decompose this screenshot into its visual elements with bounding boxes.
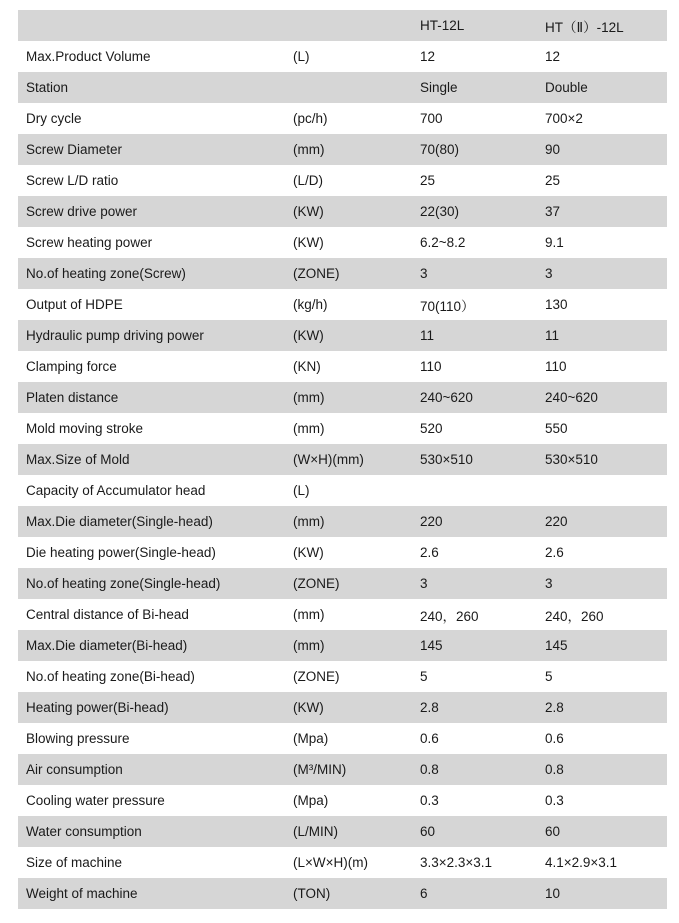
model-1-value-cell: 2.6 [420, 545, 439, 560]
unit-cell: (mm) [293, 607, 325, 622]
unit-cell: (mm) [293, 421, 325, 436]
unit-cell: (Mpa) [293, 793, 329, 808]
unit-cell: (L) [293, 483, 310, 498]
unit-cell: (mm) [293, 514, 325, 529]
parameter-cell: Capacity of Accumulator head [26, 483, 206, 498]
parameter-cell: Mold moving stroke [26, 421, 144, 436]
parameter-cell: Max.Die diameter(Single-head) [26, 514, 213, 529]
unit-cell: (KW) [293, 545, 324, 560]
model-1-value-cell: 240~620 [420, 390, 473, 405]
model-1-value-cell: 240，260 [420, 608, 479, 624]
table-row [18, 134, 667, 165]
table-row [18, 878, 667, 909]
header-model-2: HT（Ⅱ）-12L [545, 19, 624, 35]
model-2-value-cell: 10 [545, 886, 561, 901]
unit-cell: (ZONE) [293, 576, 340, 591]
spec-table [18, 10, 667, 909]
unit-cell: (W×H)(mm) [293, 452, 364, 467]
parameter-cell: Output of HDPE [26, 297, 123, 312]
table-row [18, 196, 667, 227]
model-1-value-cell: 520 [420, 421, 443, 436]
model-2-value-cell: 5 [545, 669, 553, 684]
table-row [18, 568, 667, 599]
model-2-value-cell: 25 [545, 173, 561, 188]
model-2-value-cell: 37 [545, 204, 561, 219]
table-row [18, 661, 667, 692]
model-1-value-cell: 3 [420, 576, 428, 591]
model-1-value-cell: 6.2~8.2 [420, 235, 466, 250]
model-1-value-cell: 530×510 [420, 452, 473, 467]
model-2-value-cell: 550 [545, 421, 568, 436]
model-2-value-cell: 530×510 [545, 452, 598, 467]
table-row [18, 754, 667, 785]
parameter-cell: Air consumption [26, 762, 123, 777]
unit-cell: (L) [293, 49, 310, 64]
unit-cell: (KW) [293, 235, 324, 250]
parameter-cell: Central distance of Bi-head [26, 607, 189, 622]
parameter-cell: Weight of machine [26, 886, 138, 901]
parameter-cell: Platen distance [26, 390, 119, 405]
parameter-cell: No.of heating zone(Screw) [26, 266, 186, 281]
model-2-value-cell: 4.1×2.9×3.1 [545, 855, 618, 870]
parameter-cell: Size of machine [26, 855, 123, 870]
table-row [18, 258, 667, 289]
table-row [18, 165, 667, 196]
unit-cell: (pc/h) [293, 111, 328, 126]
table-row [18, 351, 667, 382]
table-row [18, 41, 667, 72]
table-row [18, 444, 667, 475]
unit-cell: (KW) [293, 328, 324, 343]
table-row [18, 227, 667, 258]
table-row [18, 630, 667, 661]
model-1-value-cell: 0.3 [420, 793, 439, 808]
table-row [18, 506, 667, 537]
parameter-cell: Max.Size of Mold [26, 452, 130, 467]
model-2-value-cell: 3 [545, 576, 553, 591]
model-2-value-cell: 700×2 [545, 111, 583, 126]
model-1-value-cell: 3.3×2.3×3.1 [420, 855, 493, 870]
unit-cell: (KN) [293, 359, 321, 374]
parameter-cell: Clamping force [26, 359, 117, 374]
table-row [18, 847, 667, 878]
table-header-row [18, 10, 667, 41]
unit-cell: (mm) [293, 638, 325, 653]
table-row [18, 723, 667, 754]
table-row [18, 692, 667, 723]
unit-cell: (ZONE) [293, 266, 340, 281]
unit-cell: (KW) [293, 700, 324, 715]
unit-cell: (M³/MIN) [293, 762, 347, 777]
model-2-value-cell: 2.8 [545, 700, 564, 715]
header-model-1: HT-12L [420, 18, 465, 33]
model-2-value-cell: 11 [545, 328, 560, 343]
model-1-value-cell: 220 [420, 514, 443, 529]
model-1-value-cell: 11 [420, 328, 435, 343]
table-row [18, 785, 667, 816]
model-1-value-cell: 110 [420, 359, 442, 374]
model-1-value-cell: 145 [420, 638, 443, 653]
parameter-cell: Dry cycle [26, 111, 82, 126]
model-2-value-cell: 240，260 [545, 608, 604, 624]
unit-cell: (KW) [293, 204, 324, 219]
parameter-cell: Max.Die diameter(Bi-head) [26, 638, 188, 653]
model-2-value-cell: 2.6 [545, 545, 564, 560]
model-1-value-cell: 3 [420, 266, 428, 281]
unit-cell: (L/MIN) [293, 824, 338, 839]
model-2-value-cell: 110 [545, 359, 567, 374]
model-1-value-cell: 70(110） [420, 298, 475, 314]
parameter-cell: Water consumption [26, 824, 142, 839]
model-1-value-cell: 60 [420, 824, 436, 839]
model-2-value-cell: 0.3 [545, 793, 564, 808]
table-row [18, 475, 667, 506]
parameter-cell: Hydraulic pump driving power [26, 328, 204, 343]
table-row [18, 382, 667, 413]
table-row [18, 413, 667, 444]
unit-cell: (mm) [293, 142, 325, 157]
model-1-value-cell: 25 [420, 173, 436, 188]
parameter-cell: No.of heating zone(Single-head) [26, 576, 221, 591]
parameter-cell: Screw L/D ratio [26, 173, 119, 188]
unit-cell: (Mpa) [293, 731, 329, 746]
unit-cell: (L×W×H)(m) [293, 855, 368, 870]
parameter-cell: Station [26, 80, 69, 95]
table-row [18, 320, 667, 351]
model-2-value-cell: 130 [545, 297, 568, 312]
parameter-cell: Screw drive power [26, 204, 138, 219]
unit-cell: (TON) [293, 886, 331, 901]
parameter-cell: Heating power(Bi-head) [26, 700, 169, 715]
model-2-value-cell: 3 [545, 266, 553, 281]
model-1-value-cell: 12 [420, 49, 436, 64]
model-2-value-cell: 12 [545, 49, 561, 64]
unit-cell: (ZONE) [293, 669, 340, 684]
model-1-value-cell: 22(30) [420, 204, 460, 219]
model-1-value-cell: 70(80) [420, 142, 460, 157]
table-row [18, 816, 667, 847]
model-2-value-cell: 60 [545, 824, 561, 839]
parameter-cell: Die heating power(Single-head) [26, 545, 216, 560]
table-body [18, 41, 667, 909]
model-1-value-cell: Single [420, 80, 458, 95]
table-row [18, 72, 667, 103]
table-row [18, 599, 667, 630]
parameter-cell: Screw heating power [26, 235, 153, 250]
model-1-value-cell: 5 [420, 669, 428, 684]
unit-cell: (mm) [293, 390, 325, 405]
model-2-value-cell: 145 [545, 638, 568, 653]
model-2-value-cell: 0.8 [545, 762, 564, 777]
parameter-cell: Max.Product Volume [26, 49, 151, 64]
model-2-value-cell: 0.6 [545, 731, 564, 746]
model-2-value-cell: 240~620 [545, 390, 598, 405]
parameter-cell: Screw Diameter [26, 142, 123, 157]
model-1-value-cell: 0.8 [420, 762, 439, 777]
model-1-value-cell: 6 [420, 886, 428, 901]
unit-cell: (kg/h) [293, 297, 328, 312]
model-1-value-cell: 700 [420, 111, 443, 126]
table-row [18, 289, 667, 320]
unit-cell: (L/D) [293, 173, 323, 188]
model-1-value-cell: 0.6 [420, 731, 439, 746]
model-2-value-cell: 90 [545, 142, 561, 157]
table-row [18, 537, 667, 568]
model-1-value-cell: 2.8 [420, 700, 439, 715]
table-row [18, 103, 667, 134]
parameter-cell: Cooling water pressure [26, 793, 165, 808]
model-2-value-cell: 9.1 [545, 235, 564, 250]
parameter-cell: No.of heating zone(Bi-head) [26, 669, 195, 684]
parameter-cell: Blowing pressure [26, 731, 130, 746]
model-2-value-cell: Double [545, 80, 588, 95]
model-2-value-cell: 220 [545, 514, 568, 529]
